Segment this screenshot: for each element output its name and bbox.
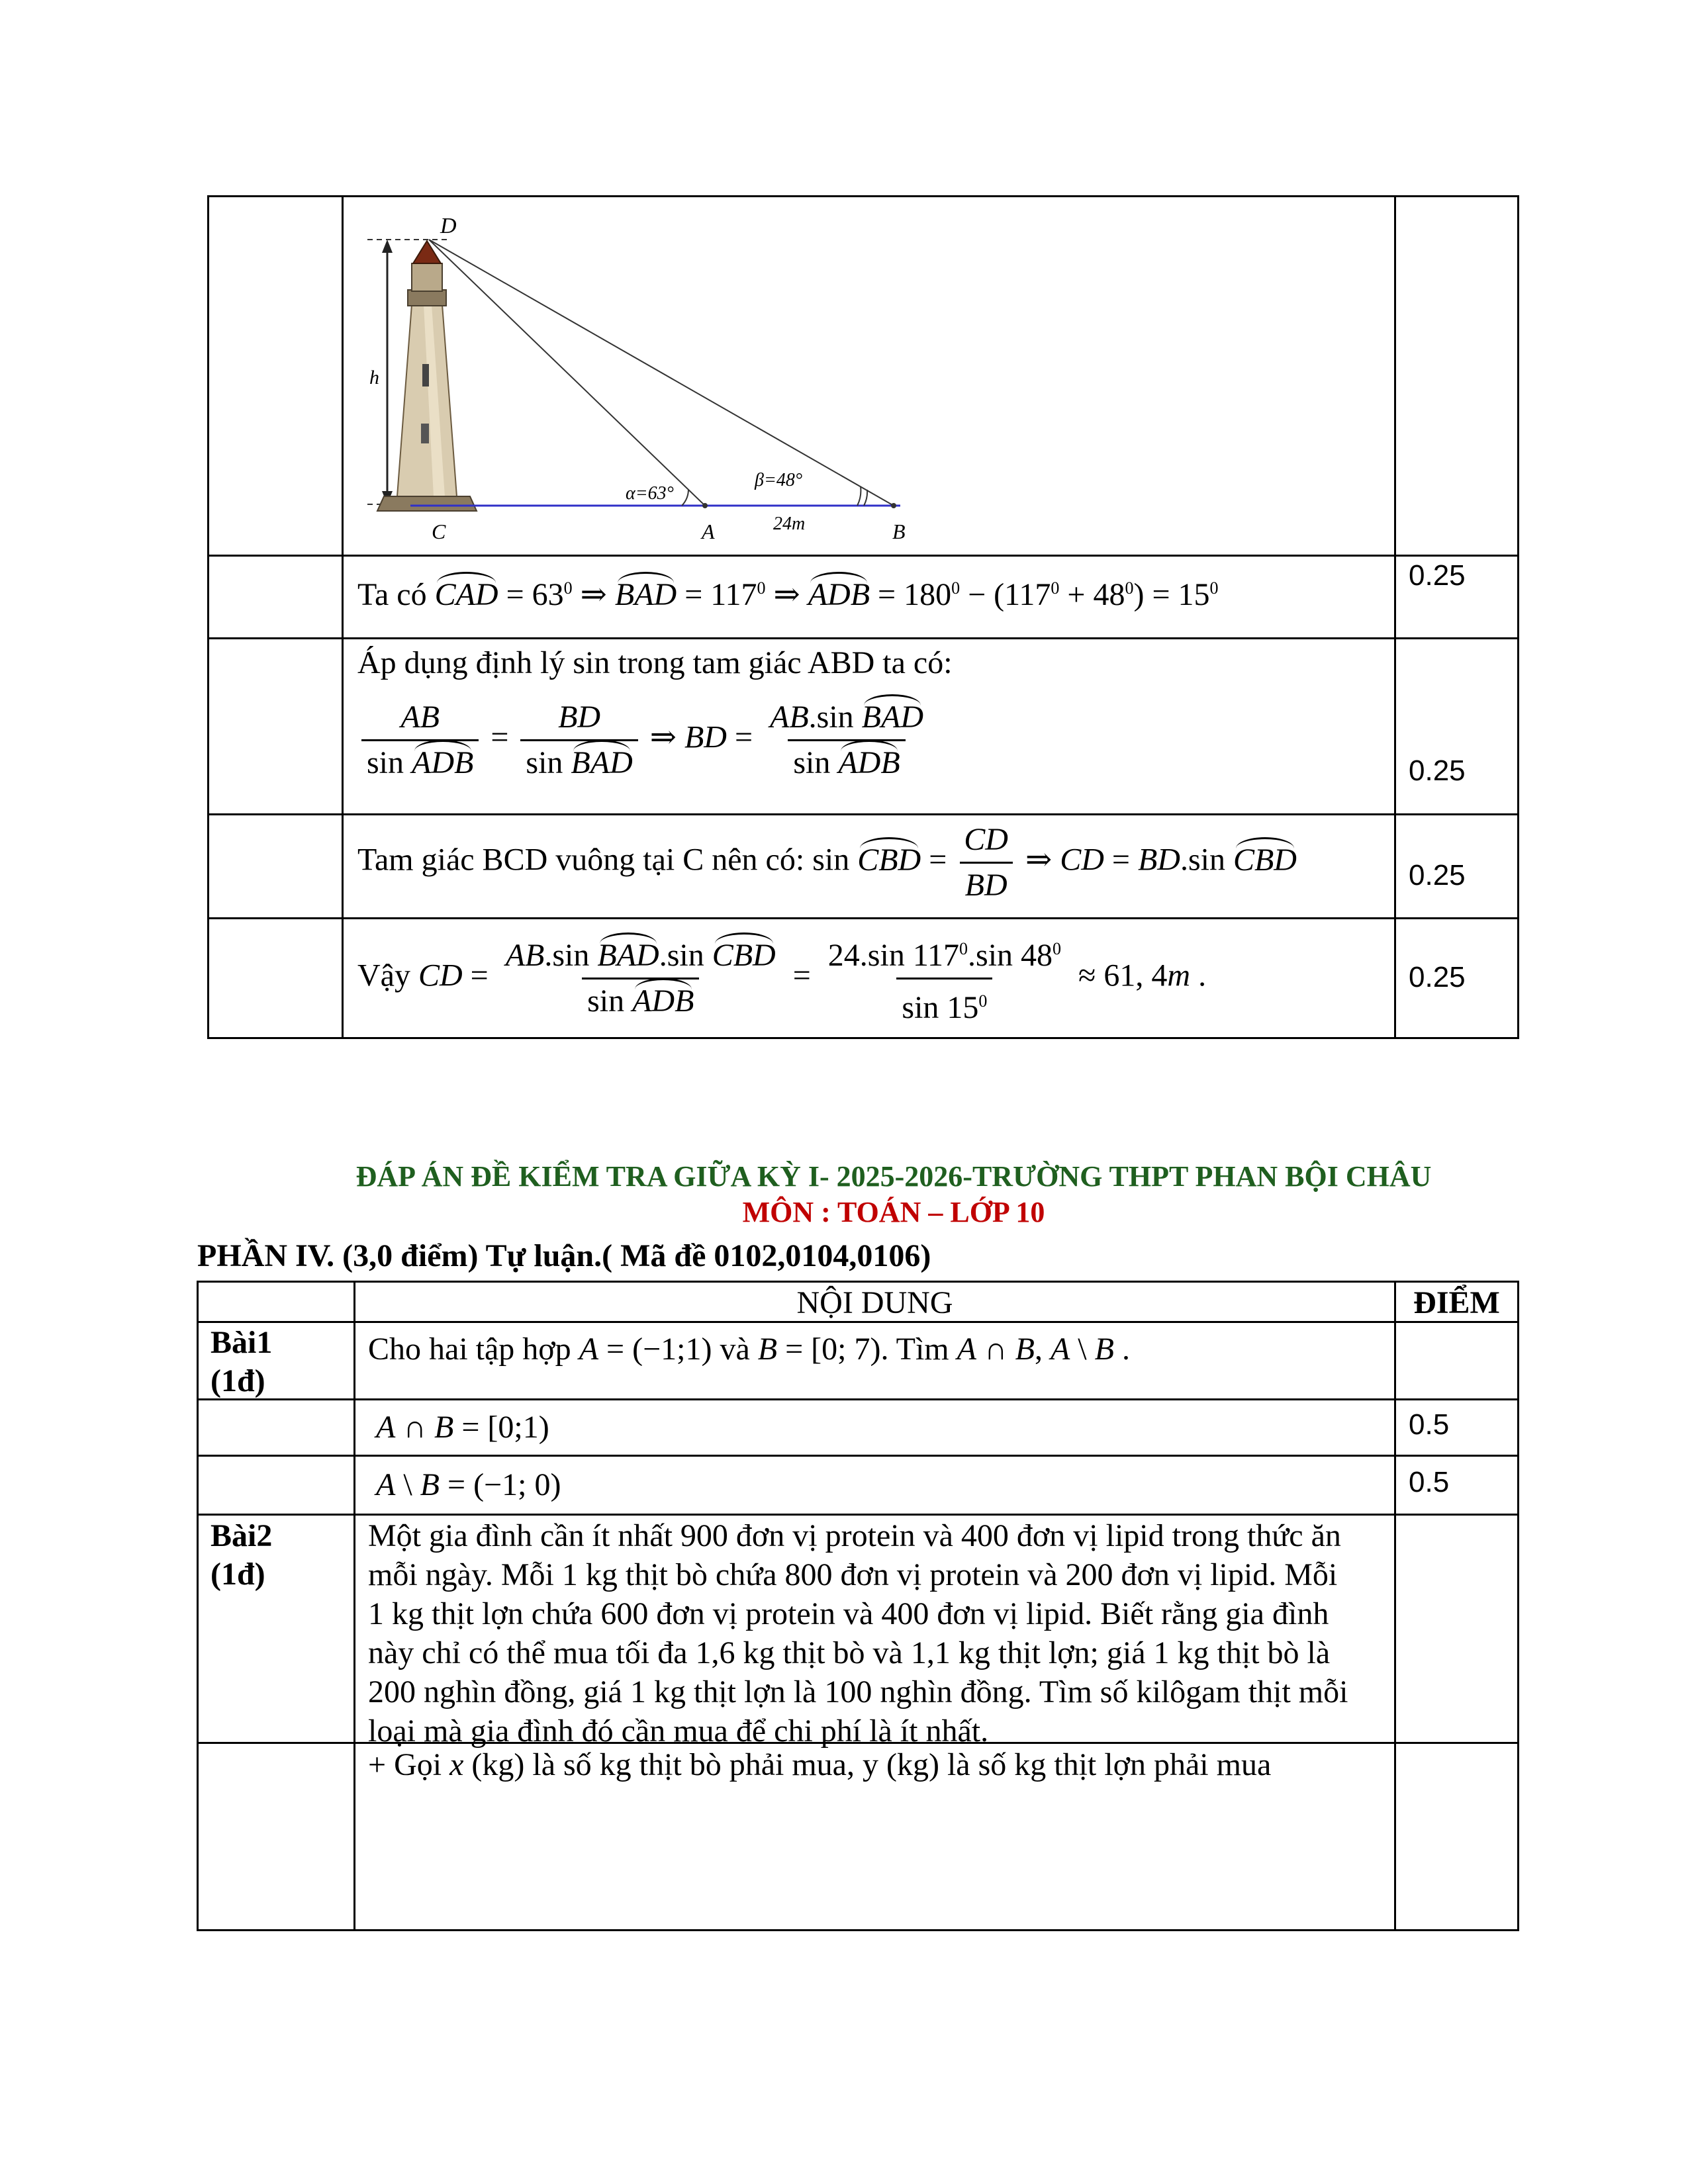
bai2-points: (1đ) <box>211 1557 265 1592</box>
bai1-question: Cho hai tập hợp A = (−1;1) và B = [0; 7). Tìm A ∩ B, A \ B . <box>368 1332 1130 1367</box>
bai2-line: mỗi ngày. Mỗi 1 kg thịt bò chứa 800 đơn vị protein và 200 đơn vị lipid. Mỗi <box>368 1557 1338 1592</box>
lighthouse-icon <box>377 241 477 511</box>
row3-formula: Tam giác BCD vuông tại C nên có: sin CBD = $\frac{CD}{BD}$ ⇒ CD = BD.sin CBD <box>357 821 1297 905</box>
col-header-content: NỘI DUNG <box>796 1285 953 1320</box>
lighthouse-figure <box>357 205 966 549</box>
label-alpha: α=63° <box>626 483 674 504</box>
bai2-label: Bài2 <box>211 1518 273 1553</box>
label-b: B <box>892 520 906 543</box>
row4-prefix: Vậy <box>357 958 410 993</box>
row2-score: 0.25 <box>1409 754 1466 787</box>
bai2-line: Một gia đình cần ít nhất 900 đơn vị protein và 400 đơn vị lipid trong thức ăn <box>368 1518 1341 1553</box>
col-header-score: ĐIỂM <box>1413 1285 1500 1320</box>
row1-score: 0.25 <box>1409 559 1466 592</box>
bai1-points: (1đ) <box>211 1363 265 1398</box>
bai2-line: loại mà gia đình đó cần mua để chi phí là ít nhất. <box>368 1713 989 1749</box>
label-h: h <box>369 367 379 388</box>
page-title: ĐÁP ÁN ĐỀ KIỂM TRA GIỮA KỲ I- 2025-2026-TRƯỜNG THPT PHAN BỘI CHÂU <box>355 1160 1432 1193</box>
row1-formula: Ta có CAD = $63^0$ ⇒ BAD = $117^0$ ⇒ ADB = $180^0 - (117^0 + 48^0) = 15^0$ <box>357 569 1219 614</box>
label-distance: 24m <box>773 514 806 534</box>
row2-text: Áp dụng định lý sin trong tam giác ABD ta có: <box>357 645 953 680</box>
label-beta: β=48° <box>755 470 803 490</box>
bai1-answer2: A \ B = (−1; 0) <box>376 1467 561 1502</box>
label-a: A <box>702 520 715 543</box>
row3-text: Tam giác BCD vuông tại C nên có: <box>357 842 805 878</box>
bai2-line: 200 nghìn đồng, giá 1 kg thịt lợn là 100 nghìn đồng. Tìm số kilôgam thịt mỗi <box>368 1674 1348 1709</box>
row4-score: 0.25 <box>1409 961 1466 993</box>
row3-score: 0.25 <box>1409 859 1466 891</box>
row2-formula: $\frac{AB}{\text{sin ADB}}$ = $\frac{BD}{\text{sin BAD}}$ ⇒ BD = $\frac{\text{AB.sin BAD}}{\text{sin ADB}}$ <box>357 698 933 782</box>
bai1-score2: 0.5 <box>1409 1466 1450 1498</box>
label-d: D <box>440 214 457 238</box>
bai1-score1: 0.5 <box>1409 1408 1450 1441</box>
bai1-q-find: . Tìm <box>880 1332 949 1367</box>
bai2-answer-var: x <box>449 1747 464 1782</box>
row1-prefix: Ta có <box>357 577 427 612</box>
bai2-answer-rest: (kg) là số kg thịt bò phải mua, y (kg) là số kg thịt lợn phải mua <box>471 1747 1272 1782</box>
page-subtitle: MÔN : TOÁN – LỚP 10 <box>742 1196 1045 1228</box>
bai1-q-prefix: Cho hai tập hợp <box>368 1332 571 1367</box>
bai1-q-and: và <box>720 1332 750 1367</box>
label-c: C <box>432 520 446 543</box>
bai2-answer <box>368 1746 1271 1784</box>
bai2-line: này chỉ có thể mua tối đa 1,6 kg thịt bò và 1,1 kg thịt lợn; giá 1 kg thịt bò là <box>368 1635 1331 1670</box>
bai1-answer1: A ∩ B = [0;1) <box>376 1410 549 1445</box>
bai2-answer-prefix: + Gọi <box>368 1747 442 1782</box>
bai2-line: 1 kg thịt lợn chứa 600 đơn vị protein và 400 đơn vị lipid. Biết rằng gia đình <box>368 1596 1329 1631</box>
bai1-label: Bài1 <box>211 1325 273 1360</box>
row4-formula: Vậy CD = $\frac{\text{AB.sin BAD.sin CBD}}{\text{sin ADB}}$ = $\frac{24.\sin 117^0.\sin 48^0}{\sin 15^0}$ ≈ 61, 4m . <box>357 930 1206 1027</box>
section-title: PHẦN IV. (3,0 điểm) Tự luận.( Mã đề 0102,0104,0106) <box>197 1238 931 1273</box>
bai2-question <box>368 1516 1348 1751</box>
